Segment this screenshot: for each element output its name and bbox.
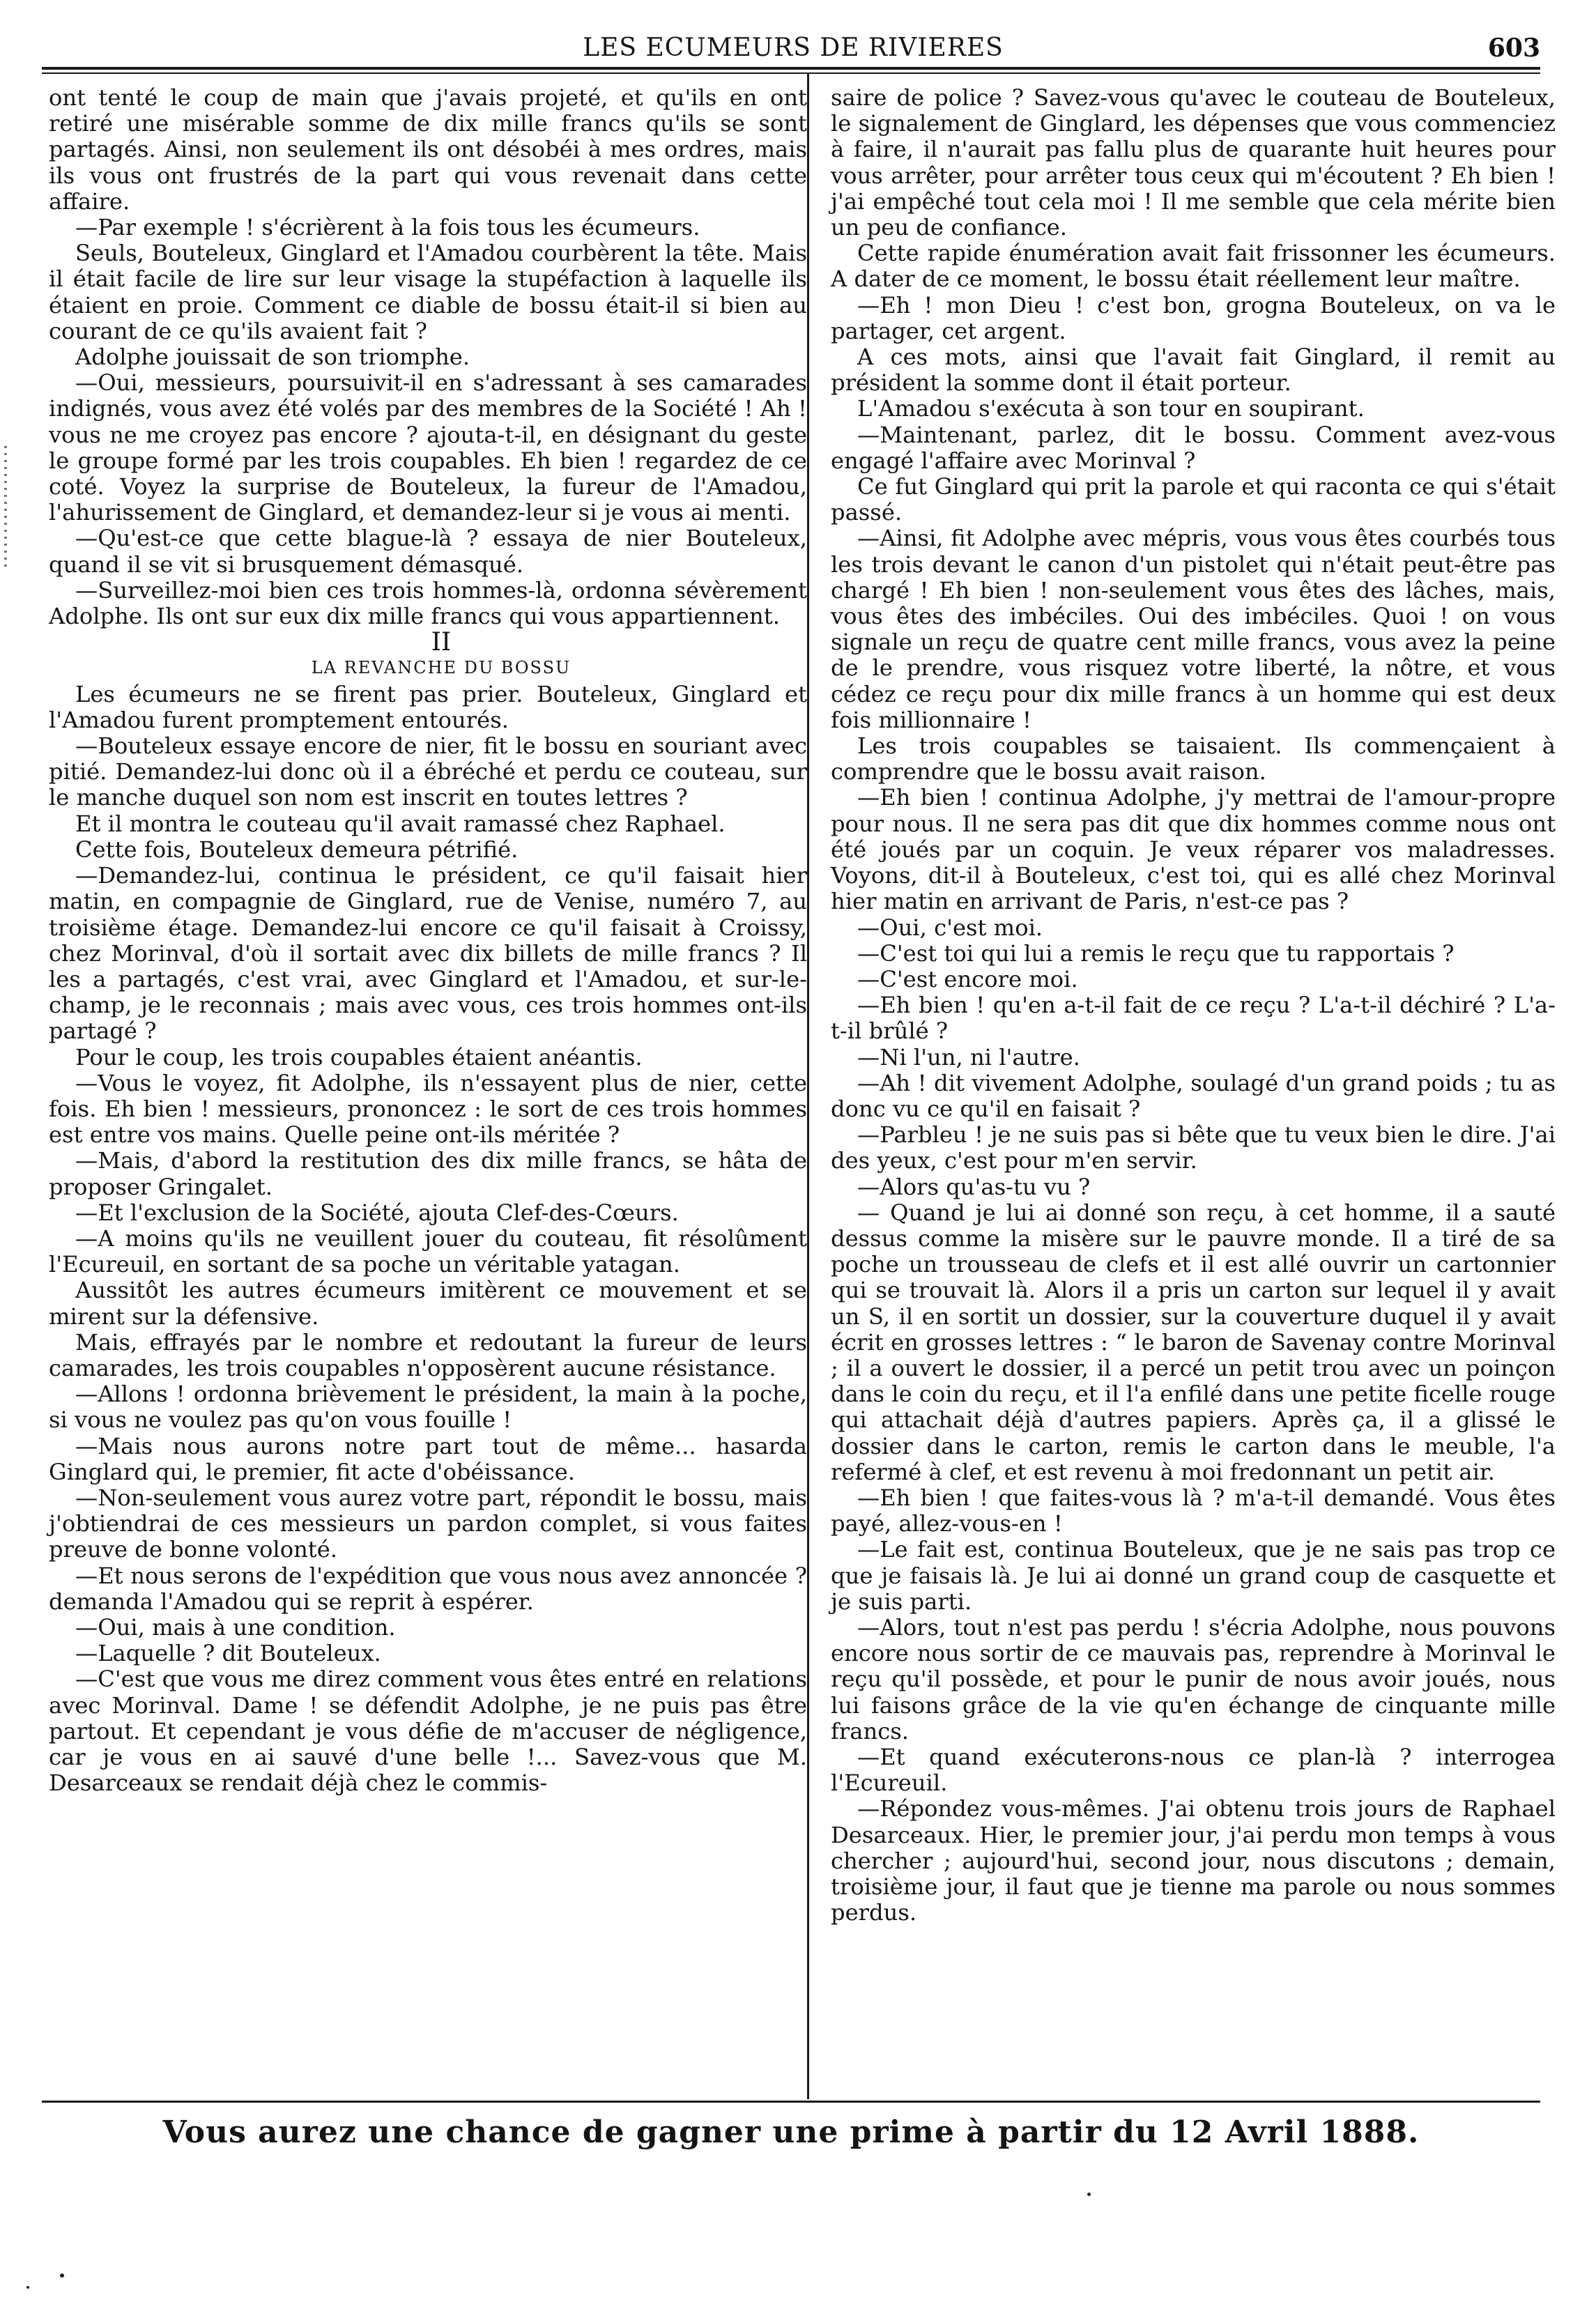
- page-number: 603: [1487, 33, 1540, 63]
- paragraph: —Demandez-lui, continua le président, ce qu'il faisait hier matin, en compagnie de Ginglard, rue de Venise, numéro 7, au troisième étage. Demandez-lui encore ce qu'il faisait à Croissy, chez Morinval, d'où il sortait avec dix billets de mille francs ? Il les a partagés, c'est vrai, avec Ginglard et l'Amadou, et sur-le-champ, je le reconnais ; mais avec vous, ces trois hommes ont-ils partagé ?: [49, 862, 807, 1045]
- paragraph: —Surveillez-moi bien ces trois hommes-là, ordonna sévèrement Adolphe. Ils ont sur eux dix mille francs qui vous appartiennent.: [49, 576, 807, 630]
- paragraph: —Non-seulement vous aurez votre part, répondit le bossu, mais j'obtiendrai de ces messieurs un pardon complet, si vous faites preuve de bonne volonté.: [49, 1484, 807, 1563]
- paragraph: —Répondez vous-mêmes. J'ai obtenu trois jours de Raphael Desarceaux. Hier, le premier jour, j'ai perdu mon temps à vous chercher ; aujourd'hui, second jour, nous discutons ; demain, troisième jour, il faut que je tienne ma parole ou nous sommes perdus.: [831, 1795, 1556, 1926]
- chapter-number: II: [431, 628, 452, 657]
- paragraph: Pour le coup, les trois coupables étaient anéantis.: [75, 1043, 643, 1071]
- speck: [1087, 2193, 1091, 2196]
- paragraph: —Ainsi, fit Adolphe avec mépris, vous vous êtes courbés tous les trois devant le canon d'un pistolet qui n'était peut-être pas chargé ! Eh bien ! non-seulement vous êtes des lâches, mais, vous êtes des imbéciles. Oui des imbéciles. Quoi ! on vous signale un reçu de quatre cent mille francs, vous avez la peine de le prendre, vous risquez votre liberté, la nôtre, et vous cédez ce reçu pour dix mille francs à un homme qui est deux fois millionnaire !: [831, 525, 1556, 733]
- paragraph: —Oui, c'est moi.: [857, 914, 1043, 941]
- paragraph: —Et quand exécuterons-nous ce plan-là ? interrogea l'Ecureuil.: [831, 1744, 1556, 1797]
- paragraph: Seuls, Bouteleux, Ginglard et l'Amadou courbèrent la tête. Mais il était facile de lire sur leur visage la stupéfaction à laquelle ils étaient en proie. Comment ce diable de bossu était-il si bien au courant de ce qu'ils avaient fait ?: [49, 240, 807, 344]
- paragraph: Cette rapide énumération avait fait frissonner les écumeurs. A dater de ce moment, le bossu était réellement leur maître.: [831, 240, 1556, 293]
- paragraph: saire de police ? Savez-vous qu'avec le couteau de Bouteleux, le signalement de Ginglard, les dépenses que vous commenciez à faire, il n'aurait pas fallu plus de quarante huit heures pour vous arrêter, pour arrêter tous ceux qui m'écoutent ? Eh bien ! j'ai empêché tout cela moi ! Il me semble que cela mérite bien un peu de confiance.: [831, 84, 1556, 241]
- paragraph: —Eh bien ! qu'en a-t-il fait de ce reçu ? L'a-t-il déchiré ? L'a-t-il brûlé ?: [831, 992, 1556, 1045]
- paragraph: —Par exemple ! s'écrièrent à la fois tous les écumeurs.: [75, 214, 700, 241]
- paragraph: —Le fait est, continua Bouteleux, que je ne sais pas trop ce que je faisais là. Je lui ai donné un grand coup de casquette et je suis parti.: [831, 1536, 1556, 1615]
- paragraph: —Ni l'un, ni l'autre.: [857, 1043, 1080, 1071]
- footer-notice: Vous aurez une chance de gagner une prime à partir du 12 Avril 1888.: [162, 2115, 1420, 2150]
- paragraph: Adolphe jouissait de son triomphe.: [75, 344, 470, 371]
- paragraph: —Eh ! mon Dieu ! c'est bon, grogna Bouteleux, on va le partager, cet argent.: [831, 291, 1556, 344]
- paragraph: —Mais, d'abord la restitution des dix mille francs, se hâta de proposer Gringalet.: [49, 1147, 807, 1200]
- chapter-title: LA REVANCHE DU BOSSU: [311, 658, 571, 678]
- binding-edge-marks: [4, 446, 7, 571]
- paragraph: L'Amadou s'exécuta à son tour en soupirant.: [857, 395, 1365, 422]
- paragraph: —Oui, messieurs, poursuivit-il en s'adressant à ses camarades indignés, vous avez été volés par des membres de la Société ! Ah ! vous ne me croyez pas encore ? ajouta-t-il, en désignant du geste le groupe formé par les trois coupables. Eh bien ! regardez de ce coté. Voyez la surprise de Bouteleux, la fureur de l'Amadou, l'ahurissement de Ginglard, et demandez-leur si je vous ai menti.: [49, 369, 807, 526]
- paragraph: Ce fut Ginglard qui prit la parole et qui raconta ce qui s'était passé.: [831, 473, 1556, 526]
- left-text-after-chapter: [49, 682, 807, 1797]
- paragraph: —Et l'exclusion de la Société, ajouta Clef-des-Cœurs.: [75, 1199, 679, 1226]
- paragraph: —Laquelle ? dit Bouteleux.: [75, 1640, 381, 1667]
- paragraph: — Quand je lui ai donné son reçu, à cet homme, il a sauté dessus comme la misère sur le pauvre monde. Il a tiré de sa poche un trousseau de clefs et il est allé ouvrir un cartonnier qui se trouvait là. Alors il a pris un carton sur lequel il y avait un S, il en sortit un dossier, sur la couverture duquel il y avait écrit en grosses lettres : “ le baron de Savenay contre Morinval ; il a ouvert le dossier, il a percé un petit trou avec un poinçon dans le coin du reçu, et il l'a enfilé dans une petite ficelle rouge qui attachait déjà d'autres papiers. Après ça, il a glissé le dossier dans le carton, remis le carton dans le meuble, l'a refermé à clef, et est revenu à moi fredonnant un petit air.: [831, 1199, 1556, 1485]
- paragraph: —Alors qu'as-tu vu ?: [857, 1173, 1091, 1200]
- column-divider: [807, 72, 809, 2099]
- page-header: [46, 28, 1540, 64]
- paragraph: —Mais nous aurons notre part tout de même... hasarda Ginglard qui, le premier, fit acte d'obéissance.: [49, 1432, 807, 1485]
- speck: [60, 2273, 64, 2278]
- paragraph: Cette fois, Bouteleux demeura pétrifié.: [75, 836, 519, 863]
- speck: [26, 2286, 29, 2289]
- paragraph: —Bouteleux essaye encore de nier, fit le bossu en souriant avec pitié. Demandez-lui donc où il a ébréché et perdu ce couteau, sur le manche duquel son nom est inscrit en toutes lettres ?: [49, 732, 807, 811]
- paragraph: A ces mots, ainsi que l'avait fait Ginglard, il remit au président la somme dont il était porteur.: [831, 344, 1556, 397]
- right-column: [831, 85, 1556, 1926]
- paragraph: —Oui, mais à une condition.: [75, 1613, 396, 1641]
- paragraph: —Allons ! ordonna brièvement le président, la main à la poche, si vous ne voulez pas qu'on vous fouille !: [49, 1381, 807, 1434]
- paragraph: —Parbleu ! je ne suis pas si bête que tu veux bien le dire. J'ai des yeux, c'est pour m'en servir.: [831, 1121, 1556, 1174]
- paragraph: —A moins qu'ils ne veuillent jouer du couteau, fit résolûment l'Ecureuil, en sortant de sa poche un véritable yatagan.: [49, 1225, 807, 1278]
- left-text-before-chapter: [49, 85, 807, 629]
- header-rule: [42, 67, 1540, 70]
- footer-rule: [42, 2101, 1540, 2103]
- paragraph: —Eh bien ! que faites-vous là ? m'a-t-il demandé. Vous êtes payé, allez-vous-en !: [831, 1484, 1556, 1537]
- paragraph: —Et nous serons de l'expédition que vous nous avez annoncée ? demanda l'Amadou qui se reprit à espérer.: [49, 1562, 807, 1615]
- paragraph: —Eh bien ! continua Adolphe, j'y mettrai de l'amour-propre pour nous. Il ne sera pas dit que dix hommes comme nous ont été joués par un coquin. Je veux réparer vos maladresses. Voyons, dit-il à Bouteleux, c'est toi, qui es allé chez Morinval hier matin en arrivant de Paris, n'est-ce pas ?: [831, 784, 1556, 915]
- running-title: LES ECUMEURS DE RIVIERES: [583, 33, 1004, 62]
- paragraph: Aussitôt les autres écumeurs imitèrent ce mouvement et se mirent sur la défensive.: [49, 1277, 807, 1330]
- paragraph: —Ah ! dit vivement Adolphe, soulagé d'un grand poids ; tu as donc vu ce qu'il en faisait ?: [831, 1069, 1556, 1122]
- paragraph: Les écumeurs ne se firent pas prier. Bouteleux, Ginglard et l'Amadou furent promptement entourés.: [49, 680, 807, 733]
- left-column: [49, 85, 807, 1796]
- paragraph: Les trois coupables se taisaient. Ils commençaient à comprendre que le bossu avait raison.: [831, 732, 1556, 785]
- paragraph: —Alors, tout n'est pas perdu ! s'écria Adolphe, nous pouvons encore nous sortir de ce mauvais pas, reprendre à Morinval le reçu qu'il possède, et pour le punir de nous avoir joués, nous lui faisons grâce de la vie qu'en échange de cinquante mille francs.: [831, 1613, 1556, 1744]
- header-rule-thin: [42, 72, 1540, 74]
- paragraph: —C'est toi qui lui a remis le reçu que tu rapportais ?: [857, 939, 1455, 967]
- paragraph: Et il montra le couteau qu'il avait ramassé chez Raphael.: [75, 810, 726, 837]
- paragraph: —C'est que vous me direz comment vous êtes entré en relations avec Morinval. Dame ! se défendit Adolphe, je ne puis pas être partout. Et cependant je vous défie de m'accuser de négligence, car je vous en ai sauvé d'une belle !... Savez-vous que M. Desarceaux se rendait déjà chez le commis-: [49, 1666, 807, 1797]
- paragraph: —C'est encore moi.: [857, 965, 1078, 992]
- paragraph: —Maintenant, parlez, dit le bossu. Comment avez-vous engagé l'affaire avec Morinval ?: [831, 421, 1556, 474]
- paragraph: Mais, effrayés par le nombre et redoutant la fureur de leurs camarades, les trois coupables n'opposèrent aucune résistance.: [49, 1328, 807, 1381]
- paragraph: —Vous le voyez, fit Adolphe, ils n'essayent plus de nier, cette fois. Eh bien ! messieurs, prononcez : le sort de ces trois hommes est entre vos mains. Quelle peine ont-ils méritée ?: [49, 1069, 807, 1149]
- paragraph: ont tenté le coup de main que j'avais projeté, et qu'ils en ont retiré une misérable somme de dix mille francs qu'ils se sont partagés. Ainsi, non seulement ils ont désobéi à mes ordres, mais ils vous ont frustrés de la part qui vous revenait dans cette affaire.: [49, 84, 807, 215]
- paragraph: —Qu'est-ce que cette blague-là ? essaya de nier Bouteleux, quand il se vit si brusquement démasqué.: [49, 525, 807, 578]
